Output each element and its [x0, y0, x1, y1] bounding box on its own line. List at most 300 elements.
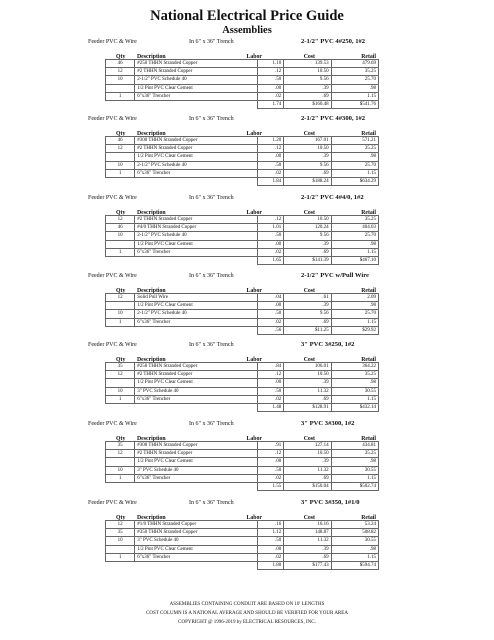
- cell-qty: 10: [106, 537, 135, 545]
- total-row: [106, 256, 379, 264]
- section-trench-label: In 6" x 36" Trench: [189, 421, 234, 427]
- total-labor: 1.48: [258, 403, 284, 411]
- section-code: 2-1/2" PVC 4#4/0, 1#2: [301, 194, 364, 201]
- cell-retail: 1.15: [331, 318, 378, 326]
- section-header: [0, 194, 494, 204]
- page-subtitle: Assemblies: [222, 25, 272, 36]
- total-spacer: [106, 100, 135, 108]
- column-header-qty: Qty: [116, 210, 126, 216]
- cell-labor: .02: [258, 395, 284, 403]
- cell-description: #300 THHN Stranded Copper: [135, 137, 258, 145]
- cell-labor: .02: [258, 474, 284, 482]
- cell-qty: 12: [106, 371, 135, 379]
- cell-retail: 35.25: [331, 68, 378, 76]
- cell-description: 6"x36" Trencher: [135, 474, 258, 482]
- assembly-table: [105, 59, 379, 109]
- column-header-qty: Qty: [116, 515, 126, 521]
- total-cost: $150.04: [284, 482, 331, 490]
- table-row: [106, 458, 379, 466]
- cell-retail: 1.15: [331, 553, 378, 561]
- cell-description: 1/2 Pint PVC Clear Cement: [135, 84, 258, 92]
- cell-cost: 139.53: [284, 60, 331, 68]
- cell-labor: .02: [258, 318, 284, 326]
- cell-labor: .50: [258, 76, 284, 84]
- column-header-description: Description: [137, 210, 166, 216]
- cell-description: #2 THHN Stranded Copper: [135, 216, 258, 224]
- cell-cost: .39: [284, 240, 331, 248]
- cell-qty: [106, 153, 135, 161]
- footer-line-1: ASSEMBLIES CONTAINING CONDUIT ARE BASED ON 10' LENGTHS: [169, 602, 325, 607]
- total-cost: $141.39: [284, 256, 331, 264]
- table-row: [106, 363, 379, 371]
- section-feeder-label: Feeder PVC & Wire: [88, 273, 137, 279]
- cell-qty: [106, 302, 135, 310]
- section-feeder-label: Feeder PVC & Wire: [88, 116, 137, 122]
- column-header-labor: Labor: [246, 131, 262, 137]
- cell-retail: 53.24: [331, 521, 378, 529]
- section-header: [0, 499, 494, 509]
- table-row: [106, 521, 379, 529]
- cell-cost: .39: [284, 458, 331, 466]
- cell-labor: .00: [258, 84, 284, 92]
- cell-qty: 1: [106, 474, 135, 482]
- cell-labor: .12: [258, 450, 284, 458]
- assembly-table: [105, 215, 379, 265]
- cell-retail: 35.25: [331, 371, 378, 379]
- cell-description: 2-1/2" PVC Schedule 40: [135, 232, 258, 240]
- cell-labor: 1.12: [258, 529, 284, 537]
- cell-labor: .50: [258, 232, 284, 240]
- column-header-retail: Retail: [361, 131, 376, 137]
- column-header-retail: Retail: [361, 288, 376, 294]
- cell-description: 2-1/2" PVC Schedule 40: [135, 161, 258, 169]
- table-row: [106, 553, 379, 561]
- total-retail: $432.14: [331, 403, 378, 411]
- cell-cost: .69: [284, 553, 331, 561]
- table-row: [106, 466, 379, 474]
- table-row: [106, 379, 379, 387]
- cell-retail: 404.03: [331, 224, 378, 232]
- table-row: [106, 68, 379, 76]
- cell-cost: .39: [284, 379, 331, 387]
- cell-description: #250 THHN Stranded Copper: [135, 363, 258, 371]
- cell-retail: 364.22: [331, 363, 378, 371]
- section-header: [0, 272, 494, 282]
- section-code: 2-1/2" PVC 4#300, 1#2: [301, 115, 366, 122]
- column-header-retail: Retail: [361, 515, 376, 521]
- cell-labor: .16: [258, 521, 284, 529]
- cell-cost: .69: [284, 92, 331, 100]
- cell-labor: .50: [258, 466, 284, 474]
- table-row: [106, 537, 379, 545]
- cell-retail: 479.69: [331, 60, 378, 68]
- table-row: [106, 395, 379, 403]
- cell-labor: .50: [258, 387, 284, 395]
- cell-labor: .00: [258, 379, 284, 387]
- column-header-cost: Cost: [303, 357, 315, 363]
- cell-cost: 11.32: [284, 466, 331, 474]
- column-header-description: Description: [137, 515, 166, 521]
- cell-cost: .69: [284, 169, 331, 177]
- section-trench-label: In 6" x 36" Trench: [189, 500, 234, 506]
- cell-qty: [106, 379, 135, 387]
- assembly-table: [105, 136, 379, 186]
- column-header-description: Description: [137, 131, 166, 137]
- cell-qty: 1: [106, 395, 135, 403]
- section-header: [0, 115, 494, 125]
- cell-cost: 11.32: [284, 387, 331, 395]
- section-code: 2-1/2" PVC 4#250, 1#2: [301, 38, 366, 45]
- column-header-cost: Cost: [303, 288, 315, 294]
- cell-labor: .50: [258, 161, 284, 169]
- cell-cost: 10.50: [284, 145, 331, 153]
- assembly-table: [105, 362, 379, 412]
- cell-retail: .98: [331, 302, 378, 310]
- cell-labor: .00: [258, 153, 284, 161]
- cell-retail: 434.81: [331, 442, 378, 450]
- cell-qty: 10: [106, 232, 135, 240]
- cell-retail: 25.70: [331, 310, 378, 318]
- assembly-table: [105, 520, 379, 570]
- cell-qty: 12: [106, 521, 135, 529]
- cell-cost: 148.87: [284, 529, 331, 537]
- total-spacer: [106, 482, 135, 490]
- cell-cost: 9.56: [284, 310, 331, 318]
- cell-retail: 1.15: [331, 474, 378, 482]
- cell-retail: .98: [331, 379, 378, 387]
- cell-cost: .69: [284, 474, 331, 482]
- cell-retail: 30.55: [331, 537, 378, 545]
- cell-cost: 120.24: [284, 224, 331, 232]
- section-feeder-label: Feeder PVC & Wire: [88, 421, 137, 427]
- cell-description: #2 THHN Stranded Copper: [135, 450, 258, 458]
- cell-qty: 1: [106, 248, 135, 256]
- assembly-section: [0, 194, 494, 264]
- cell-cost: .61: [284, 294, 331, 302]
- cell-description: 6"x36" Trencher: [135, 395, 258, 403]
- total-row: [106, 482, 379, 490]
- column-header-labor: Labor: [246, 54, 262, 60]
- cell-cost: 167.01: [284, 137, 331, 145]
- cell-description: 3" PVC Schedule 40: [135, 466, 258, 474]
- cell-retail: 35.25: [331, 145, 378, 153]
- cell-qty: 46: [106, 224, 135, 232]
- cell-description: 1/2 Pint PVC Clear Cement: [135, 153, 258, 161]
- cell-qty: [106, 458, 135, 466]
- cell-qty: 10: [106, 76, 135, 84]
- cell-description: #350 THHN Stranded Copper: [135, 529, 258, 537]
- cell-labor: .00: [258, 545, 284, 553]
- total-cost: $177.43: [284, 561, 331, 569]
- total-spacer: [106, 561, 135, 569]
- cell-cost: 106.01: [284, 363, 331, 371]
- cell-description: 1/2 Pint PVC Clear Cement: [135, 545, 258, 553]
- cell-description: 3" PVC Schedule 40: [135, 537, 258, 545]
- cell-qty: 1: [106, 318, 135, 326]
- cell-qty: 10: [106, 161, 135, 169]
- column-header-description: Description: [137, 357, 166, 363]
- total-retail: $541.76: [331, 100, 378, 108]
- cell-description: 1/2 Pint PVC Clear Cement: [135, 240, 258, 248]
- table-row: [106, 161, 379, 169]
- table-row: [106, 60, 379, 68]
- cell-labor: .50: [258, 310, 284, 318]
- assembly-section: [0, 115, 494, 185]
- table-row: [106, 145, 379, 153]
- cell-retail: 1.15: [331, 92, 378, 100]
- total-spacer: [135, 177, 258, 185]
- cell-retail: 25.70: [331, 232, 378, 240]
- assembly-table: [105, 293, 379, 335]
- cell-qty: 46: [106, 137, 135, 145]
- cell-cost: 9.56: [284, 161, 331, 169]
- table-row: [106, 442, 379, 450]
- column-header-qty: Qty: [116, 436, 126, 442]
- cell-description: #2 THHN Stranded Copper: [135, 371, 258, 379]
- section-trench-label: In 6" x 36" Trench: [189, 342, 234, 348]
- column-header-labor: Labor: [246, 515, 262, 521]
- cell-cost: 10.50: [284, 216, 331, 224]
- cell-retail: 508.82: [331, 529, 378, 537]
- total-cost: $160.48: [284, 100, 331, 108]
- table-row: [106, 240, 379, 248]
- column-header-labor: Labor: [246, 436, 262, 442]
- cell-retail: .98: [331, 84, 378, 92]
- footer-line-3: COPYRIGHT @ 1996-2019 by ELECTRICAL RESOURCES, INC.: [178, 620, 316, 625]
- page-title: National Electrical Price Guide: [150, 8, 344, 24]
- section-feeder-label: Feeder PVC & Wire: [88, 195, 137, 201]
- cell-labor: .00: [258, 240, 284, 248]
- table-row: [106, 84, 379, 92]
- column-header-labor: Labor: [246, 288, 262, 294]
- table-row: [106, 310, 379, 318]
- table-row: [106, 294, 379, 302]
- cell-description: #2 THHN Stranded Copper: [135, 68, 258, 76]
- cell-retail: .98: [331, 458, 378, 466]
- cell-qty: 35: [106, 442, 135, 450]
- cell-cost: 10.50: [284, 450, 331, 458]
- total-spacer: [106, 256, 135, 264]
- section-code: 3" PVC 3#250, 1#2: [301, 341, 355, 348]
- cell-labor: .02: [258, 553, 284, 561]
- cell-retail: 571.21: [331, 137, 378, 145]
- cell-qty: 10: [106, 387, 135, 395]
- section-code: 3" PVC 3#350, 1#1/0: [301, 499, 360, 506]
- total-spacer: [135, 326, 258, 334]
- cell-cost: 9.56: [284, 76, 331, 84]
- total-cost: $188.24: [284, 177, 331, 185]
- total-row: [106, 177, 379, 185]
- cell-qty: 12: [106, 68, 135, 76]
- cell-description: 6"x36" Trencher: [135, 248, 258, 256]
- section-feeder-label: Feeder PVC & Wire: [88, 39, 137, 45]
- cell-qty: 1: [106, 553, 135, 561]
- total-row: [106, 403, 379, 411]
- cell-retail: 30.55: [331, 387, 378, 395]
- cell-cost: 10.50: [284, 68, 331, 76]
- assembly-section: [0, 272, 494, 333]
- cell-labor: .91: [258, 442, 284, 450]
- cell-retail: 35.25: [331, 216, 378, 224]
- cell-labor: .12: [258, 371, 284, 379]
- cell-description: 6"x36" Trencher: [135, 553, 258, 561]
- table-row: [106, 371, 379, 379]
- column-header-labor: Labor: [246, 210, 262, 216]
- column-header-cost: Cost: [303, 436, 315, 442]
- column-header-retail: Retail: [361, 210, 376, 216]
- cell-qty: 12: [106, 450, 135, 458]
- column-header-qty: Qty: [116, 131, 126, 137]
- table-row: [106, 153, 379, 161]
- cell-labor: .02: [258, 248, 284, 256]
- total-retail: $594.74: [331, 561, 378, 569]
- cell-description: 6"x36" Trencher: [135, 169, 258, 177]
- cell-cost: 11.32: [284, 537, 331, 545]
- cell-qty: 46: [106, 60, 135, 68]
- total-labor: 1.55: [258, 482, 284, 490]
- table-row: [106, 450, 379, 458]
- cell-description: #4/0 THHN Stranded Copper: [135, 224, 258, 232]
- section-feeder-label: Feeder PVC & Wire: [88, 342, 137, 348]
- cell-labor: .00: [258, 302, 284, 310]
- cell-description: #2 THHN Stranded Copper: [135, 145, 258, 153]
- cell-description: 6"x36" Trencher: [135, 318, 258, 326]
- cell-retail: 35.25: [331, 450, 378, 458]
- cell-qty: 10: [106, 466, 135, 474]
- cell-labor: .04: [258, 294, 284, 302]
- cell-description: Solid Pull Wire: [135, 294, 258, 302]
- cell-description: 1/2 Pint PVC Clear Cement: [135, 302, 258, 310]
- section-trench-label: In 6" x 36" Trench: [189, 39, 234, 45]
- cell-cost: 9.56: [284, 232, 331, 240]
- total-labor: 1.74: [258, 100, 284, 108]
- cell-labor: .12: [258, 216, 284, 224]
- cell-cost: 16.16: [284, 521, 331, 529]
- section-trench-label: In 6" x 36" Trench: [189, 195, 234, 201]
- section-code: 3" PVC 3#300, 1#2: [301, 420, 355, 427]
- total-labor: 1.80: [258, 561, 284, 569]
- assembly-section: [0, 341, 494, 411]
- cell-labor: 1.10: [258, 60, 284, 68]
- cell-labor: .84: [258, 363, 284, 371]
- table-row: [106, 529, 379, 537]
- section-code: 2-1/2" PVC w/Pull Wire: [301, 272, 369, 279]
- cell-retail: .98: [331, 545, 378, 553]
- cell-qty: 12: [106, 216, 135, 224]
- total-spacer: [106, 177, 135, 185]
- column-header-description: Description: [137, 54, 166, 60]
- total-labor: .56: [258, 326, 284, 334]
- cell-description: 6"x36" Trencher: [135, 92, 258, 100]
- cell-description: #250 THHN Stranded Copper: [135, 60, 258, 68]
- total-spacer: [135, 403, 258, 411]
- column-header-retail: Retail: [361, 357, 376, 363]
- total-retail: $467.10: [331, 256, 378, 264]
- column-header-cost: Cost: [303, 515, 315, 521]
- column-header-retail: Retail: [361, 436, 376, 442]
- total-labor: 1.84: [258, 177, 284, 185]
- total-cost: $11.25: [284, 326, 331, 334]
- cell-cost: .39: [284, 302, 331, 310]
- column-header-retail: Retail: [361, 54, 376, 60]
- total-labor: 1.65: [258, 256, 284, 264]
- table-row: [106, 318, 379, 326]
- cell-labor: 1.01: [258, 224, 284, 232]
- cell-retail: 30.55: [331, 466, 378, 474]
- total-spacer: [135, 100, 258, 108]
- table-row: [106, 224, 379, 232]
- table-row: [106, 137, 379, 145]
- cell-cost: .39: [284, 545, 331, 553]
- cell-description: #300 THHN Stranded Copper: [135, 442, 258, 450]
- assembly-table: [105, 441, 379, 491]
- column-header-description: Description: [137, 288, 166, 294]
- section-header: [0, 420, 494, 430]
- table-row: [106, 232, 379, 240]
- column-header-qty: Qty: [116, 54, 126, 60]
- table-row: [106, 248, 379, 256]
- table-row: [106, 474, 379, 482]
- cell-qty: 10: [106, 310, 135, 318]
- cell-labor: .12: [258, 145, 284, 153]
- section-feeder-label: Feeder PVC & Wire: [88, 500, 137, 506]
- column-header-cost: Cost: [303, 210, 315, 216]
- cell-cost: 10.50: [284, 371, 331, 379]
- cell-qty: 1: [106, 92, 135, 100]
- cell-description: 1/2 Pint PVC Clear Cement: [135, 379, 258, 387]
- section-header: [0, 341, 494, 351]
- cell-qty: [106, 240, 135, 248]
- cell-labor: .50: [258, 537, 284, 545]
- total-spacer: [106, 326, 135, 334]
- cell-retail: 1.15: [331, 248, 378, 256]
- cell-description: 1/2 Pint PVC Clear Cement: [135, 458, 258, 466]
- cell-retail: 1.15: [331, 395, 378, 403]
- cell-cost: .69: [284, 395, 331, 403]
- cell-qty: 12: [106, 294, 135, 302]
- total-spacer: [106, 403, 135, 411]
- total-row: [106, 326, 379, 334]
- cell-retail: 25.70: [331, 161, 378, 169]
- total-spacer: [135, 482, 258, 490]
- cell-retail: .98: [331, 153, 378, 161]
- cell-cost: .69: [284, 318, 331, 326]
- cell-cost: .39: [284, 153, 331, 161]
- total-retail: $502.74: [331, 482, 378, 490]
- cell-cost: .69: [284, 248, 331, 256]
- cell-description: #1/0 THHN Stranded Copper: [135, 521, 258, 529]
- table-row: [106, 216, 379, 224]
- table-row: [106, 387, 379, 395]
- cell-cost: 127.14: [284, 442, 331, 450]
- cell-retail: 25.70: [331, 76, 378, 84]
- total-row: [106, 561, 379, 569]
- cell-retail: 1.15: [331, 169, 378, 177]
- table-row: [106, 545, 379, 553]
- column-header-labor: Labor: [246, 357, 262, 363]
- column-header-cost: Cost: [303, 131, 315, 137]
- table-row: [106, 302, 379, 310]
- cell-labor: .02: [258, 169, 284, 177]
- total-retail: $634.29: [331, 177, 378, 185]
- assembly-section: [0, 420, 494, 490]
- cell-qty: [106, 84, 135, 92]
- column-header-cost: Cost: [303, 54, 315, 60]
- cell-description: 2-1/2" PVC Schedule 40: [135, 76, 258, 84]
- cell-qty: 35: [106, 529, 135, 537]
- total-retail: $29.92: [331, 326, 378, 334]
- footer-line-2: COST COLUMN IS A NATIONAL AVERAGE AND SHOULD BE VERIFIED FOR YOUR AREA: [146, 611, 348, 616]
